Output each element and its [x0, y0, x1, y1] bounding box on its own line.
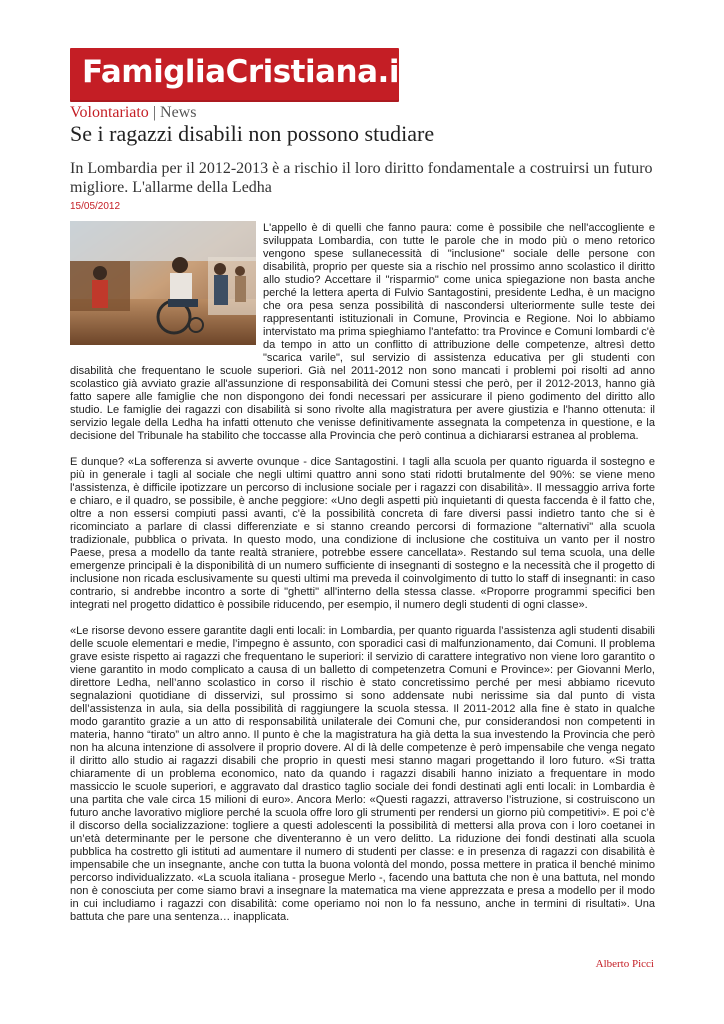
breadcrumb-section-link[interactable]: Volontariato [70, 104, 149, 121]
article-paragraph: L'appello è di quelli che fanno paura: come è possibile che nell'accogliente e sviluppata Lombardia, con tutte le parole che in modo più o meno retorico vengono spese sullanecessità di "inclusione" sociale delle persone con disabilità, proprio per queste sia a rischio nel prossimo anno scolastico il diritto allo studio? Accettare il "risparmio" come unica spiegazione non basta anche perché la lettera aperta di Fulvio Santagostini, presidente Ledha, è un macigno che ora pesa senza possibilità di nascondersi ulteriormente sulle teste dei rappresentanti istituzionali in Comune, Provincia e Regione. Noi lo abbiamo intervistato ma prima spieghiamo l'antefatto: tra Province e Comuni lombardi c'è da tempo in atto un conflitto di attribuzione delle competenze, altresì detto "scarica varile", sul servizio di assistenza educativa per gli studenti con disabilità che frequentano le scuole superiori. Già nel 2011-2012 non sono mancati i problemi poi risolti ad anno scolastico già avviato grazie all'assunzione di responsabilità dei Comuni stessi che però, per il 2012-2013, hanno già fatto sapere alle famiglie che non dispongono dei fondi necessari per assicurare il pieno godimento del diritto allo studio. Le famiglie dei ragazzi con disabilità si sono rivolte alla magistratura per avere giustizia e l'hanno ottenuta: il servizio legale della Ledha ha infatti ottenuto che venisse definitivamente assegnata la competenza in questione, e la decisione del Tribunale ha stabilito che toccasse alla Provincia che però continua a dichiararsi estranea al problema. [70, 222, 655, 442]
article-paragraph: «Le risorse devono essere garantite dagli enti locali: in Lombardia, per quanto riguarda l’assistenza agli studenti disabili delle scuole elementari e medie, l’impegno è assunto, con sporadici casi di malfunzionamento, dai Comuni. Il problema grave esiste rispetto ai ragazzi che frequentano le superiori: il servizio di carattere integrativo non viene loro garantito o viene garantito in modo complicato a causa di un balletto di competenzetra Comuni e Province»: per Giovanni Merlo, direttore Ledha, nell’anno scolastico in corso il rischio è stato concretissimo perché per mesi abbiamo ricevuto segnalazioni quotidiane di disservizi, sul prossimo si sono addensate nubi nerissime sia dal punto di vista dell’assistenza in aula, sia della possibilità di raggiungere la scuola stessa. Il 2011-2012 alla fine è stato in qualche modo garantito grazie a un atto di responsabilità unilaterale dei Comuni che, pur considerandosi non competenti in materia, hanno “tirato” un altro anno. Il punto è che la magistratura ha già detta la sua investendo la Provincia che però non ha alcuna intenzione di assolvere il proprio dovere. Al di là delle competenze è però impensabile che venga negato il diritto allo studio ai ragazzi disabili che proprio in questi mesi stanno magari progettando il loro futuro. «Si tratta chiaramente di un problema economico, nato da quando i ragazzi disabili hanno iniziato a frequentare in modo massiccio le scuole superiori, e aggravato dal drastico taglio sociale dei fondi destinati agli enti locali: in Lombardia è una partita che vale circa 15 milioni di euro». Ancora Merlo: «Questi ragazzi, attraverso l’istruzione, si costruiscono un futuro anche lavorativo migliore perché la scuola offre loro gli strumenti per rendersi un giorno più competitivi». E poi c’è il discorso della socializzazione: togliere a questi adolescenti la possibilità di mettersi alla prova con i loro coetanei in un’età determinante per le persone che diventeranno è un vero delitto. La riduzione dei fondi destinati alla scuola pubblica ha costretto gli istituti ad aumentare il numero di studenti per classe: e in presenza di ragazzi con disabilità è impensabile che un insegnante, anche con tutta la buona volontà del mondo, possa mettere in pratica il benché minimo percorso individualizzato. «La scuola italiana - prosegue Merlo -, facendo una battuta che non è una battuta, nel mondo non è conosciuta per come siamo bravi a insegnare la matematica ma viene apprezzata e presa a modello per il modo in cui includiamo i ragazzi con disabilità: come operiamo noi non lo fa nessuno, anche in termini di risultati». Una battuta che pare una sentenza… inapplicata. [70, 625, 655, 923]
article-date: 15/05/2012 [70, 201, 121, 212]
article-author: Alberto Picci [595, 958, 654, 970]
site-logo-text: FamigliaCristiana.it [82, 54, 414, 90]
article-body [70, 222, 655, 937]
breadcrumb-category: News [160, 104, 197, 121]
site-logo[interactable] [70, 48, 414, 102]
breadcrumb-separator: | [148, 104, 161, 121]
photo-spacer [70, 222, 263, 354]
breadcrumb [70, 104, 196, 122]
article-subtitle: In Lombardia per il 2012-2013 è a rischio il loro diritto fondamentale a costruirsi un futuro migliore. L'allarme della Ledha [70, 160, 653, 196]
article-title: Se i ragazzi disabili non possono studiare [70, 121, 435, 146]
article-paragraph: E dunque? «La sofferenza si avverte ovunque - dice Santagostini. I tagli alla scuola per quanto riguarda il sostegno e più in generale i tagli al sociale che negli ultimi quattro anni sono stati ridotti brutalmente del 90%: se viene meno l'assistenza, è difficile ipotizzare un percorso di inclusione sociale per i ragazzi con disabilità». Il messaggio arriva forte e chiaro, e il quadro, se possibile, è anche peggiore: «Uno degli aspetti più inquietanti di questa faccenda è il fatto che, oltre a non essersi compiuti passi avanti, c'è la possibilità concreta di fare diversi passi indietro tanto che si è ricominciato a parlare di classi differenziate e si stanno creando percorsi di formazione "alternativi" alla scuola tradizionale, pubblica o privata. In questo modo, una condizione di inclusione che costituiva un vanto per il nostro Paese, presa a modello da tante realtà straniere, potrebbe essere cancellata». Restando sul tema scuola, una delle emergenze principali è la disponibilità di un numero sufficiente di insegnanti di sostegno e la necessità che il progetto di inclusione non ricada esclusivamente su questi ultimi ma preveda il coinvolgimento di tutto lo staff di insegnanti: in caso contrario, si andrebbe incontro a sorte di "ghetti" all'interno della stessa classe. «Proporre programmi specifici ben integrati nel progetto didattico è possibile riducendo, per esempio, il numero degli studenti di ogni classe». [70, 456, 655, 611]
